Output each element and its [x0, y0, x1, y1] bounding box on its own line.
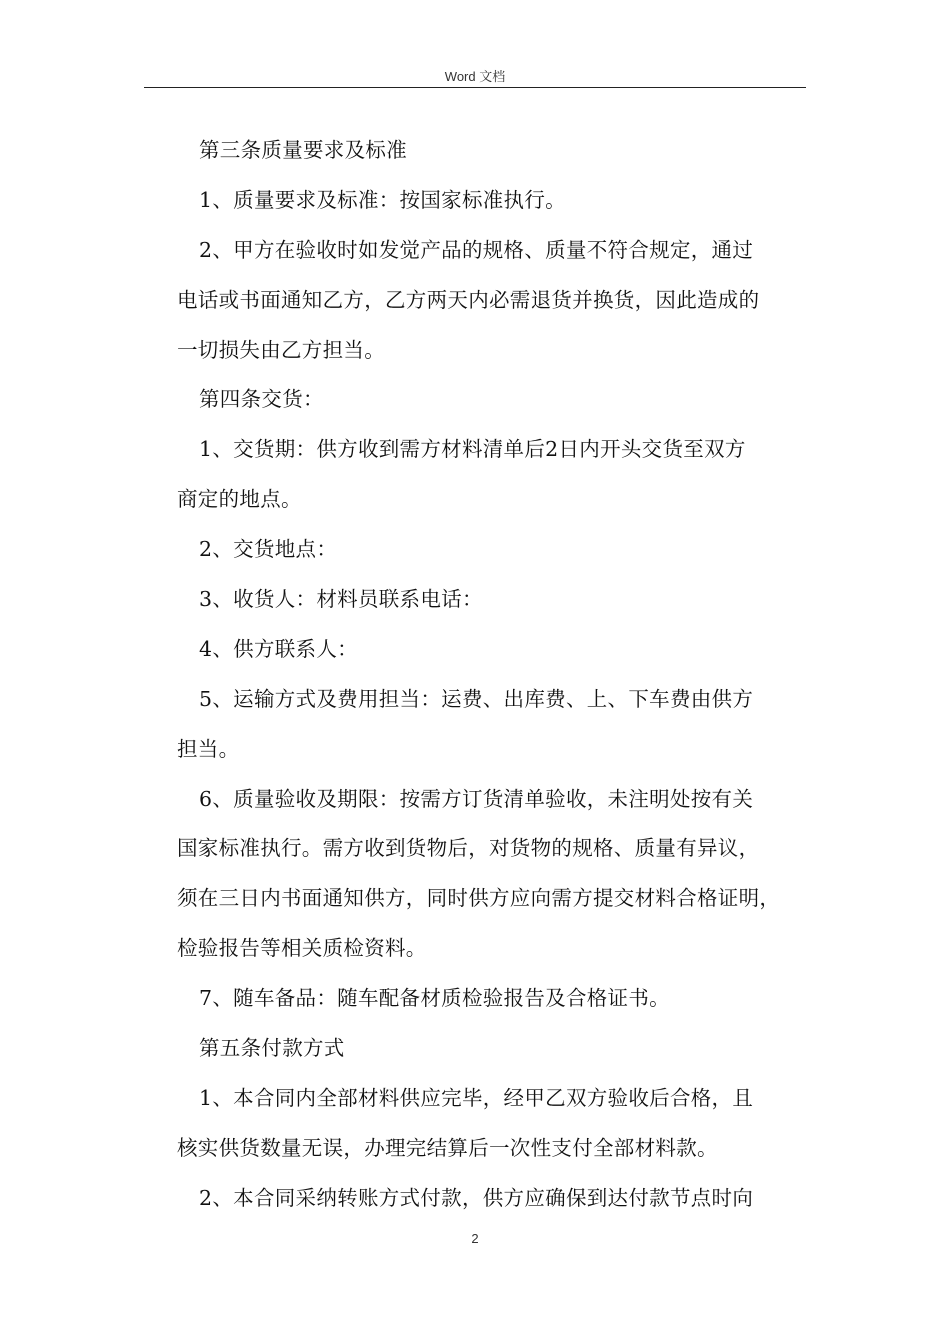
body-line: 第四条交货：: [199, 387, 324, 412]
body-line: 3、收货人：材料员联系电话：: [199, 587, 483, 612]
body-line: 2、甲方在验收时如发觉产品的规格、质量不符合规定，通过: [199, 237, 754, 262]
body-line: 6、质量验收及期限：按需方订货清单验收，未注明处按有关: [199, 786, 754, 811]
header-divider: [144, 87, 806, 88]
page-header-title: Word 文档: [444, 69, 506, 84]
body-line: 1、本合同内全部材料供应完毕，经甲乙双方验收后合格，且: [199, 1085, 754, 1110]
body-line: 2、本合同采纳转账方式付款，供方应确保到达付款节点时向: [199, 1185, 754, 1210]
document-body: [177, 130, 817, 1228]
body-line: 5、运输方式及费用担当：运费、出库费、上、下车费由供方: [199, 686, 754, 711]
body-line: 4、供方联系人：: [199, 636, 358, 661]
body-line: 2、交货地点：: [199, 537, 338, 562]
body-line: 电话或书面通知乙方，乙方两天内必需退货并换货，因此造成的: [177, 287, 760, 312]
body-line: 须在三日内书面通知供方，同时供方应向需方提交材料合格证明，: [177, 886, 781, 911]
body-line: 检验报告等相关质检资料。: [177, 936, 427, 961]
body-line: 1、交货期：供方收到需方材料清单后2日内开头交货至双方: [199, 437, 746, 462]
body-line: 7、随车备品：随车配备材质检验报告及合格证书。: [199, 986, 670, 1011]
body-line: 担当。: [177, 736, 240, 761]
body-line: 商定的地点。: [177, 487, 302, 512]
page-number: 2: [471, 1231, 479, 1246]
body-line: 核实供货数量无误，办理完结算后一次性支付全部材料款。: [177, 1135, 718, 1160]
body-line: 1、质量要求及标准：按国家标准执行。: [199, 187, 566, 212]
body-line: 第五条付款方式: [199, 1036, 345, 1061]
body-line: 第三条质量要求及标准: [199, 138, 407, 162]
body-line: 国家标准执行。需方收到货物后，对货物的规格、质量有异议，: [177, 836, 760, 861]
body-line: 一切损失由乙方担当。: [177, 337, 385, 362]
